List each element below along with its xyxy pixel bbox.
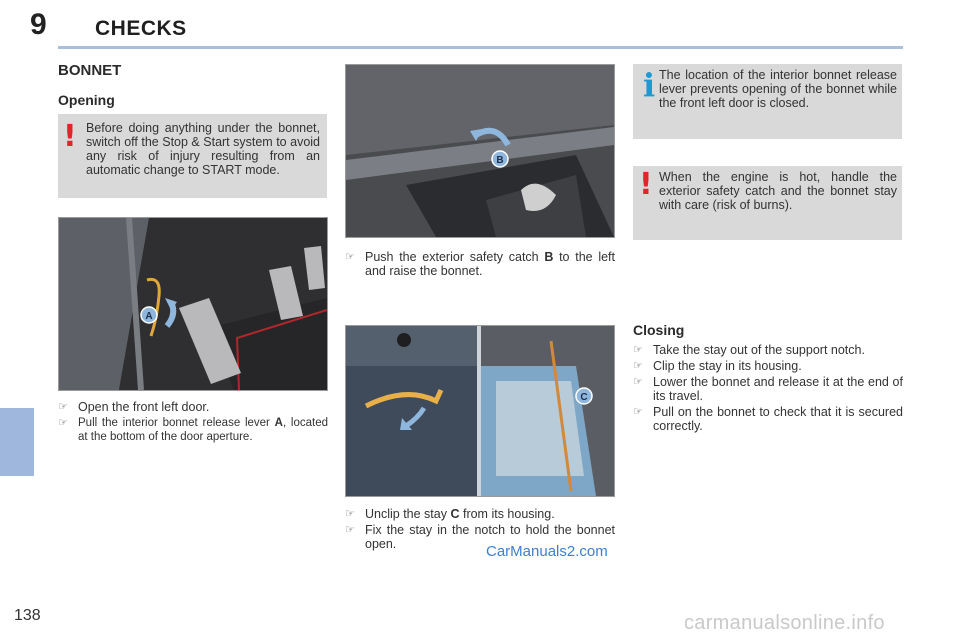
list-item — [58, 416, 328, 444]
closing-steps — [633, 343, 903, 435]
photo-bonnet-stay — [345, 325, 615, 497]
step-text — [365, 250, 615, 278]
step-text: Open the front left door. — [78, 400, 210, 414]
callout-b: B — [496, 155, 504, 166]
step-text-part: Pull the interior bonnet release lever — [78, 417, 275, 429]
header-rule — [58, 46, 903, 49]
list-item — [633, 359, 903, 373]
closing-heading: Closing — [633, 322, 685, 338]
step-text: Clip the stay in its housing. — [653, 359, 802, 373]
list-item — [345, 507, 615, 521]
step-text-part: to the left and raise the bonnet. — [365, 250, 615, 278]
info-box — [633, 64, 902, 139]
step-text-bold: B — [544, 250, 554, 264]
pointing-hand-icon: ☞ — [58, 401, 68, 413]
step-text-part: , located at the bottom of the door aperture. — [78, 417, 328, 443]
list-item — [633, 343, 903, 357]
watermark-carmanuals2[interactable]: CarManuals2.com — [486, 543, 608, 560]
step-text: Take the stay out of the support notch. — [653, 343, 865, 357]
pointing-hand-icon: ☞ — [633, 344, 643, 356]
callout-c: C — [580, 392, 588, 403]
pointing-hand-icon: ☞ — [633, 376, 643, 388]
callout-a: A — [145, 311, 153, 322]
watermark-carmanualsonline[interactable]: carmanualsonline.info — [684, 612, 885, 634]
step-text — [365, 507, 555, 521]
chapter-title: CHECKS — [95, 17, 187, 40]
step-text-bold: C — [450, 507, 460, 521]
warning-text: Before doing anything under the bonnet, switch off the Stop & Start system to avoid any risk of injury resulting from an automatic change to START mode. — [86, 121, 320, 177]
step-text: Fix the stay in the notch to hold the bonnet open. — [365, 523, 615, 551]
photo-safety-catch — [345, 64, 615, 238]
step-text-part: Unclip the stay — [365, 507, 451, 521]
list-item — [58, 400, 328, 414]
pointing-hand-icon: ☞ — [633, 406, 643, 418]
page-number: 138 — [14, 607, 41, 624]
step-text-part: Push the exterior safety catch — [365, 250, 545, 264]
warning-icon: ! — [639, 167, 653, 202]
opening-heading: Opening — [58, 92, 115, 108]
hot-warning-text: When the engine is hot, handle the exterior safety catch and the bonnet stay with care (risk of burns). — [659, 170, 897, 212]
list-item — [633, 405, 903, 433]
list-item — [633, 375, 903, 403]
step-text-bold: A — [274, 417, 283, 429]
step-text — [78, 416, 328, 444]
pointing-hand-icon: ☞ — [345, 251, 355, 263]
warning-box-stop-start — [58, 114, 327, 198]
warning-icon: ! — [63, 119, 77, 154]
step-text-part: from its housing. — [459, 507, 555, 521]
step-text: Lower the bonnet and release it at the end of its travel. — [653, 375, 903, 403]
opening-steps — [58, 400, 328, 446]
photo-release-lever — [58, 217, 328, 391]
info-text: The location of the interior bonnet release lever prevents opening of the bonnet while the front left door is closed. — [659, 68, 897, 110]
chapter-side-tab — [0, 408, 34, 476]
step-b — [345, 250, 615, 280]
warning-box-hot-engine — [633, 166, 902, 240]
pointing-hand-icon: ☞ — [58, 417, 68, 429]
step-text: Pull on the bonnet to check that it is secured correctly. — [653, 405, 903, 433]
section-title: BONNET — [58, 62, 122, 79]
pointing-hand-icon: ☞ — [345, 508, 355, 520]
pointing-hand-icon: ☞ — [345, 524, 355, 536]
pointing-hand-icon: ☞ — [633, 360, 643, 372]
chapter-number: 9 — [30, 8, 47, 41]
list-item — [345, 250, 615, 278]
info-icon: i — [643, 66, 656, 104]
